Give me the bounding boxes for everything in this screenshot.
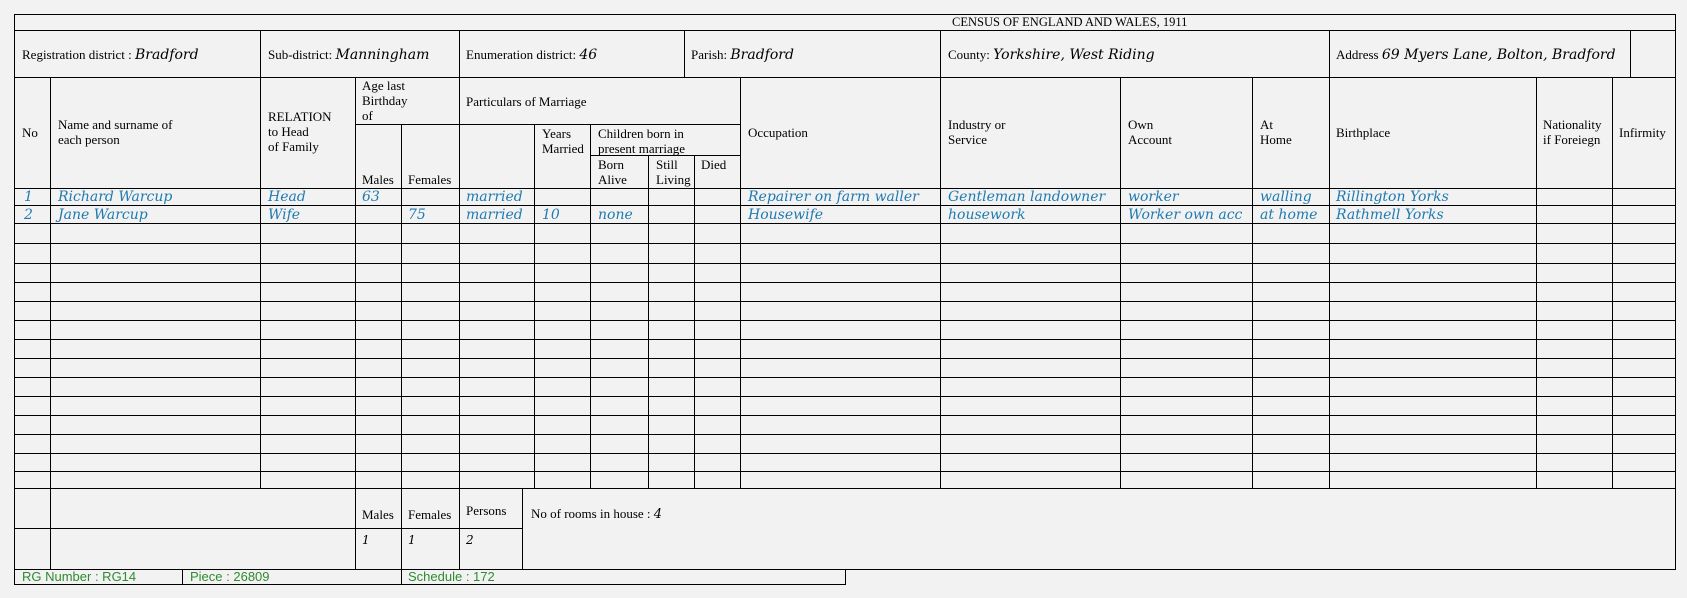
address bbox=[1336, 47, 1616, 63]
row-marriage: married bbox=[466, 207, 523, 223]
parish-value: Bradford bbox=[730, 47, 794, 63]
row-name: Richard Warcup bbox=[58, 189, 173, 205]
row-industry: Gentleman landowner bbox=[948, 189, 1106, 205]
row-male-age: 63 bbox=[362, 189, 380, 205]
row-relation: Wife bbox=[268, 207, 301, 223]
totals-males-value: 1 bbox=[362, 533, 370, 547]
header-females: Females bbox=[408, 172, 452, 187]
row-relation: Head bbox=[268, 189, 306, 205]
piece-number: Piece : 26809 bbox=[190, 569, 270, 584]
header-died: Died bbox=[701, 157, 727, 172]
header-years-married: Years Married bbox=[542, 126, 584, 156]
registration-district bbox=[22, 47, 199, 63]
totals-section bbox=[14, 488, 1676, 570]
header-industry: Industry or Service bbox=[948, 117, 1006, 147]
header-no: No bbox=[22, 125, 38, 140]
title-cell bbox=[14, 14, 1676, 30]
enumeration-value: 46 bbox=[579, 47, 598, 63]
row-no: 1 bbox=[24, 189, 33, 205]
row-own-account: Worker own acc bbox=[1128, 207, 1243, 223]
row-at-home: walling bbox=[1260, 189, 1312, 205]
header-males: Males bbox=[362, 172, 394, 187]
header-at-home: At Home bbox=[1260, 117, 1292, 147]
totals-persons-label: Persons bbox=[466, 503, 507, 518]
enumeration-district bbox=[466, 47, 597, 63]
row-birthplace: Rillington Yorks bbox=[1336, 189, 1449, 205]
row-at-home: at home bbox=[1260, 207, 1318, 223]
header-infirmity: Infirmity bbox=[1619, 125, 1666, 140]
header-occupation: Occupation bbox=[748, 125, 808, 140]
rooms-value: 4 bbox=[653, 507, 663, 522]
household-table bbox=[14, 77, 1676, 489]
row-industry: housework bbox=[948, 207, 1026, 223]
totals-males-label: Males bbox=[362, 507, 394, 522]
header-nationality: Nationality if Foreiegn bbox=[1543, 117, 1602, 147]
page-title: CENSUS OF ENGLAND AND WALES, 1911 bbox=[952, 15, 1188, 29]
parish-label: Parish: bbox=[691, 47, 728, 62]
subdistrict-value: Manningham bbox=[335, 47, 430, 63]
county-value: Yorkshire, West Riding bbox=[993, 47, 1155, 63]
subdistrict-label: Sub-district: bbox=[268, 47, 333, 62]
enumeration-label: Enumeration district: bbox=[466, 47, 577, 62]
address-label: Address bbox=[1336, 47, 1379, 62]
registration-label: Registration district : bbox=[22, 47, 132, 62]
row-own-account: worker bbox=[1128, 189, 1179, 205]
rooms-in-house bbox=[531, 506, 662, 523]
row-birthplace: Rathmell Yorks bbox=[1336, 207, 1444, 223]
header-still-living: Still Living bbox=[656, 157, 691, 187]
row-years: 10 bbox=[542, 207, 560, 223]
row-marriage: married bbox=[466, 189, 523, 205]
totals-females-value: 1 bbox=[408, 533, 416, 547]
county-label: County: bbox=[948, 47, 990, 62]
row-born-alive: none bbox=[598, 207, 633, 223]
totals-persons-value: 2 bbox=[466, 533, 474, 547]
header-name: Name and surname of each person bbox=[58, 117, 173, 147]
header-own-account: Own Account bbox=[1128, 117, 1173, 147]
row-name: Jane Warcup bbox=[58, 207, 148, 223]
header-relation: RELATION to Head of Family bbox=[268, 109, 332, 154]
header-children: Children born in present marriage bbox=[598, 126, 685, 156]
header-age: Age last Birthday of bbox=[362, 78, 408, 123]
header-born-alive: Born Alive bbox=[598, 157, 627, 187]
county bbox=[948, 47, 1155, 63]
schedule-number: Schedule : 172 bbox=[408, 569, 495, 584]
totals-females-label: Females bbox=[408, 507, 452, 522]
header-birthplace: Birthplace bbox=[1336, 125, 1391, 140]
sub-district bbox=[268, 47, 429, 63]
parish bbox=[691, 47, 794, 63]
header-marriage: Particulars of Marriage bbox=[466, 94, 587, 109]
row-female-age: 75 bbox=[408, 207, 426, 223]
rg-number: RG Number : RG14 bbox=[22, 569, 137, 584]
row-occupation: Housewife bbox=[748, 207, 824, 223]
registration-value: Bradford bbox=[135, 47, 199, 63]
row-no: 2 bbox=[24, 207, 33, 223]
row-occupation: Repairer on farm waller bbox=[748, 189, 919, 205]
address-value: 69 Myers Lane, Bolton, Bradford bbox=[1381, 47, 1616, 63]
rooms-label: No of rooms in house : bbox=[531, 506, 651, 521]
